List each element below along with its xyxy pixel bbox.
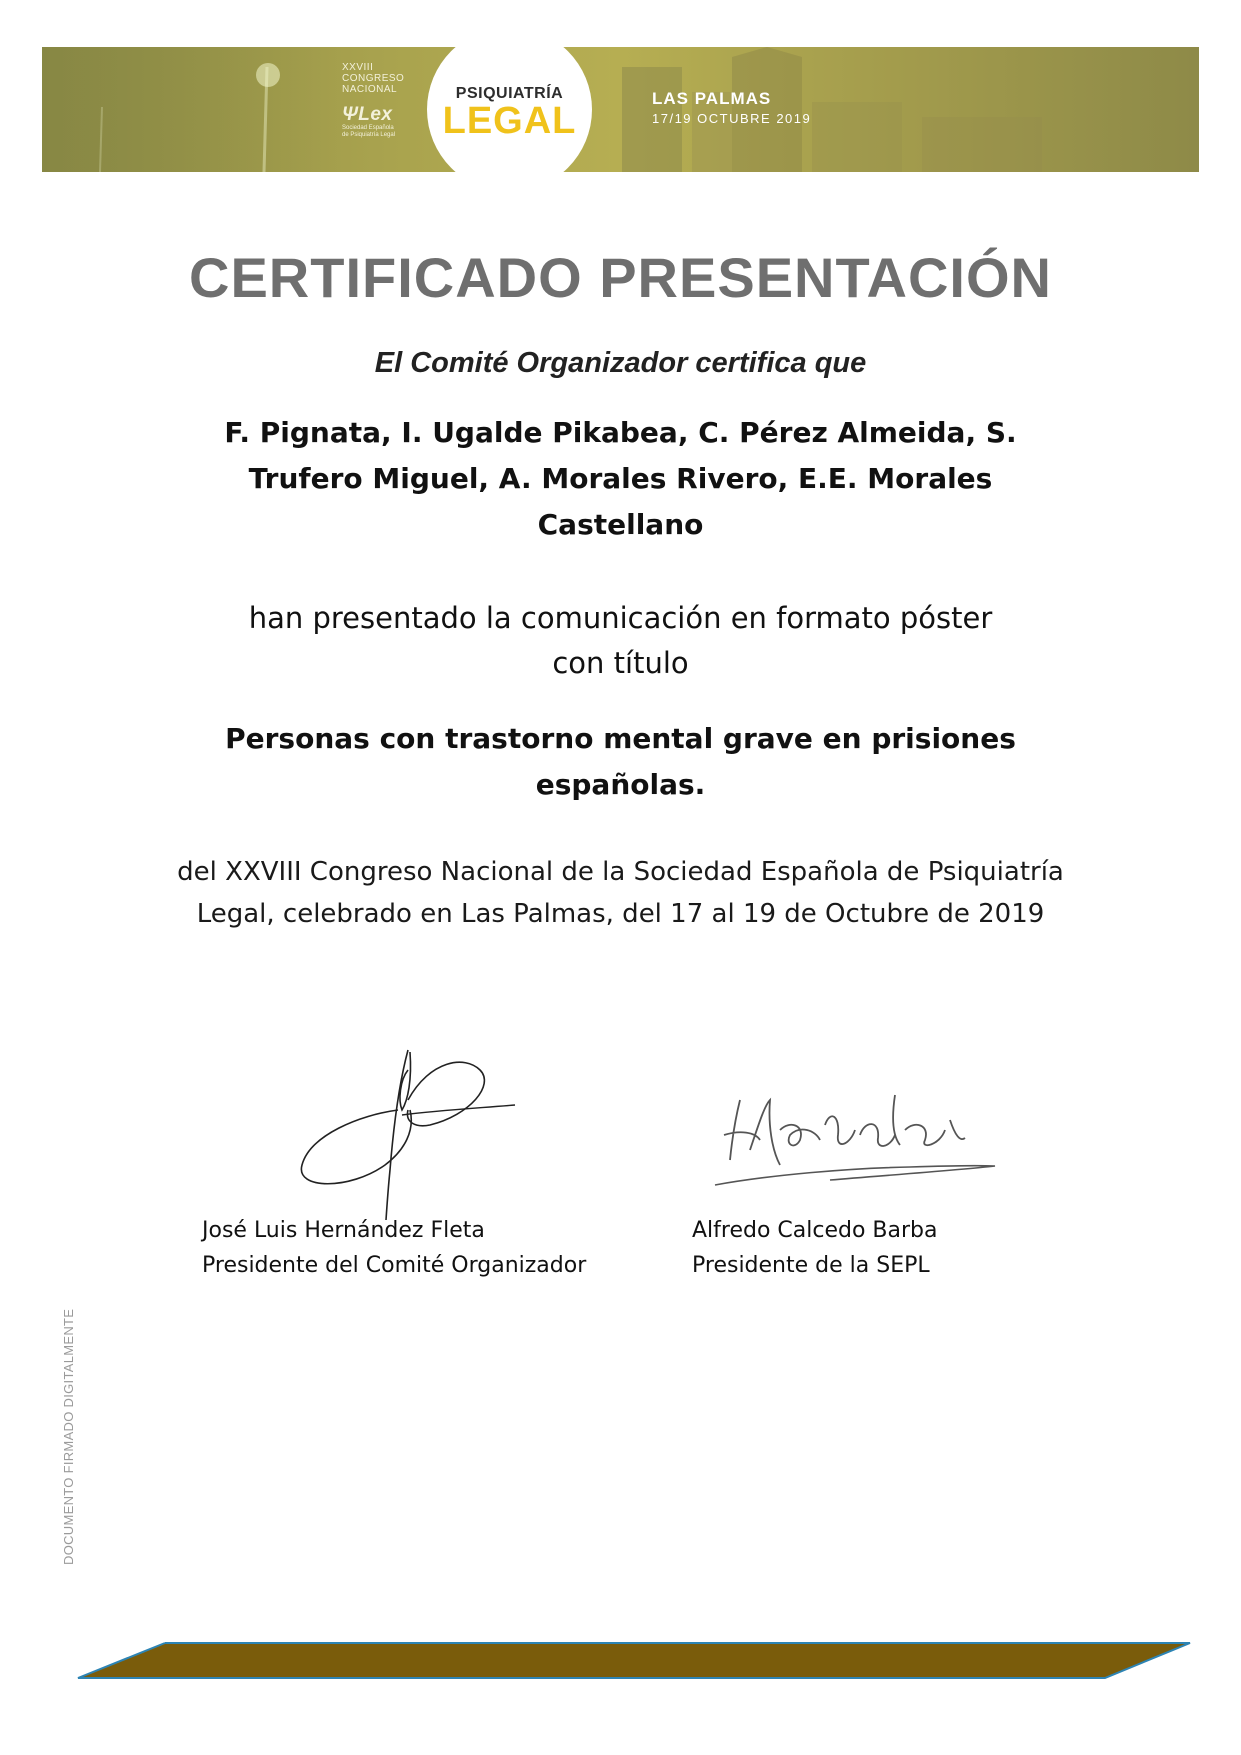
logo-main-text: LEGAL: [442, 100, 577, 142]
edition-block: [342, 62, 404, 139]
society-line: Sociedad Española: [342, 125, 394, 131]
digital-signature-note: DOCUMENTO FIRMADO DIGITALMENTE: [61, 1308, 76, 1565]
signatory-name: José Luis Hernández Fleta: [202, 1218, 485, 1243]
presented-statement: [0, 596, 1241, 686]
edition-line: XXVIII: [342, 62, 374, 73]
venue-city: LAS PALMAS: [652, 89, 772, 108]
edition-line: CONGRESO: [342, 73, 405, 84]
signature-image-1: [290, 1040, 530, 1225]
venue-block: [652, 89, 811, 126]
footer-band: [0, 1640, 1241, 1700]
presented-line: con título: [552, 646, 689, 680]
signatory-role: Presidente de la SEPL: [692, 1253, 930, 1278]
signatory-name: Alfredo Calcedo Barba: [692, 1218, 938, 1243]
lex-logo: ΨLex: [342, 104, 393, 125]
logo-top-text: PSIQUIATRÍA: [455, 85, 564, 102]
presented-line: han presentado la comunicación en formato póster: [248, 601, 993, 635]
venue-dates: 17/19 OCTUBRE 2019: [652, 111, 812, 126]
edition-line: NACIONAL: [342, 84, 398, 95]
society-line: de Psiquiatría Legal: [342, 132, 396, 138]
signatory-role: Presidente del Comité Organizador: [202, 1253, 587, 1278]
banner-background-art: [42, 47, 1199, 172]
congress-statement: [100, 851, 1141, 935]
header-banner: [42, 47, 1199, 172]
signatory-block-1: [202, 1213, 586, 1283]
congress-logo: [427, 47, 592, 172]
certificate-title: CERTIFICADO PRESENTACIÓN: [189, 246, 1052, 309]
authors-list: F. Pignata, I. Ugalde Pikabea, C. Pérez Almeida, S. Trufero Miguel, A. Morales Rivero, E.E. Morales Castellano: [224, 416, 1017, 541]
poster-title: Personas con trastorno mental grave en prisiones españolas.: [225, 722, 1016, 801]
congress-line: Legal, celebrado en Las Palmas, del 17 al 19 de Octubre de 2019: [196, 899, 1045, 929]
signature-image-2: [710, 1080, 1000, 1200]
signatory-block-2: [692, 1213, 938, 1283]
certifies-line: El Comité Organizador certifica que: [374, 347, 867, 379]
congress-line: del XXVIII Congreso Nacional de la Sociedad Española de Psiquiatría: [177, 857, 1064, 887]
